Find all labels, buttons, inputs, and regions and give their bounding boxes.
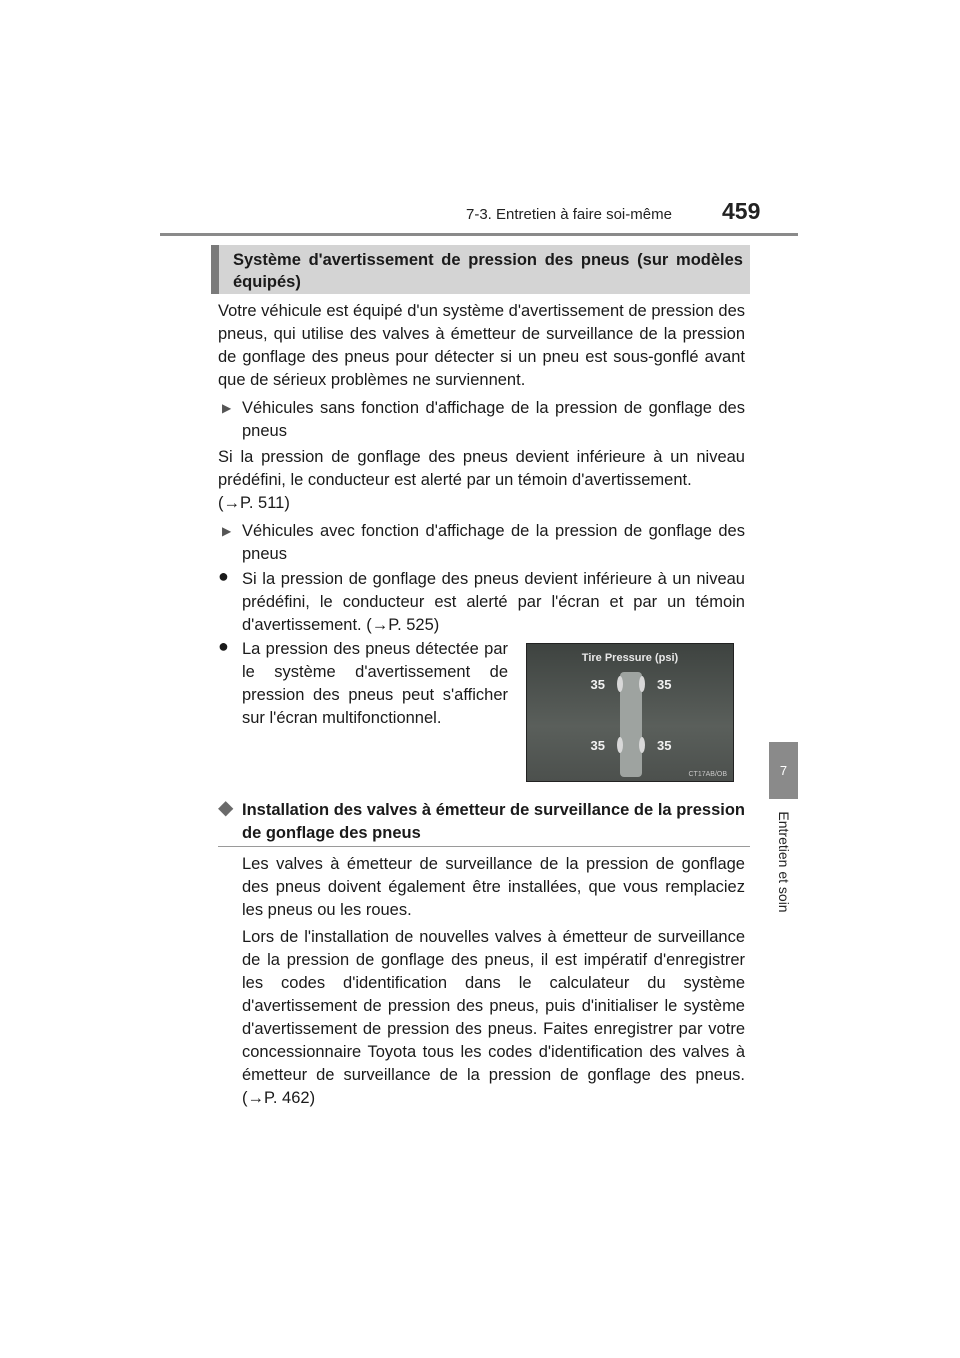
tire-pressure-screen <box>527 644 733 781</box>
subheading-without-display: Véhicules sans fonction d'affichage de la pression de gonflage des pneus <box>242 399 745 440</box>
chapter-side-label <box>769 800 798 950</box>
bullet-icon: ● <box>218 566 229 586</box>
header-divider <box>160 233 798 236</box>
page-number: 459 <box>722 198 761 224</box>
valves-paragraph-1: Les valves à émetteur de surveillance de la pression de gonflage des pneus doivent également être installées, que vous remplaciez les pneus ou les roues. <box>242 855 745 919</box>
tire-icon <box>639 737 645 753</box>
tire-icon <box>617 737 623 753</box>
section-title-box <box>211 245 750 294</box>
subheading-valves: Installation des valves à émetteur de surveillance de la pression de gonflage des pneus <box>242 801 745 842</box>
with-display-bullet-2: La pression des pneus détectée par le système d'avertissement de pression des pneus peut s'afficher sur l'écran multifonctionnel. <box>242 640 508 727</box>
multi-info-display-illustration <box>526 643 734 782</box>
figure-code: CT17AB/OB <box>688 771 727 778</box>
without-display-text: Si la pression de gonflage des pneus devient inférieure à un niveau prédéfini, le conducteur est alerté par un témoin d'avertissement. <box>218 448 745 489</box>
pressure-front-right: 35 <box>657 677 672 692</box>
car-outline-icon <box>620 672 642 777</box>
diamond-icon: ◆ <box>218 797 234 819</box>
section-title: Système d'avertissement de pression des pneus (sur modèles équipés) <box>233 251 743 291</box>
arrow-icon: ▶ <box>222 401 232 415</box>
valves-paragraph-2: Lors de l'installation de nouvelles valves à émetteur de surveillance de la pression de gonflage des pneus, il est impératif d'enregistrer les codes d'identification dans le calculateur du système d'avertissement de pression des pneus, puis d'initialiser le système d'avertissement de pression des pneus. Faites enregistrer par votre concessionnaire Toyota tous les codes d'identification des valves à émetteur de surveillance de la pression de gonflage des pneus. (→P. 462) <box>242 928 745 1107</box>
pressure-front-left: 35 <box>590 677 605 692</box>
subheading-divider <box>218 846 750 847</box>
section-reference: 7-3. Entretien à faire soi-même <box>466 206 672 223</box>
page-reference: (→P. 511) <box>218 494 290 512</box>
tire-icon <box>617 676 623 692</box>
subheading-with-display: Véhicules avec fonction d'affichage de la pression de gonflage des pneus <box>242 522 745 563</box>
intro-paragraph: Votre véhicule est équipé d'un système d'avertissement de pression des pneus, qui utilise des valves à émetteur de surveillance de la pression de gonflage des pneus pour détecter si un pneu est sous-gonflé avant que de sérieux problèmes ne surviennent. <box>218 302 745 389</box>
chapter-title: Entretien et soin <box>775 811 792 913</box>
chapter-tab: 7 <box>769 742 798 799</box>
arrow-icon: ▶ <box>222 524 232 538</box>
bullet-icon: ● <box>218 636 229 656</box>
pressure-rear-left: 35 <box>590 738 605 753</box>
pressure-rear-right: 35 <box>657 738 672 753</box>
tire-icon <box>639 676 645 692</box>
screen-title: Tire Pressure (psi) <box>581 652 679 664</box>
with-display-bullet-1: Si la pression de gonflage des pneus devient inférieure à un niveau prédéfini, le conducteur est alerté par l'écran et par un témoin d'avertissement. (→P. 525) <box>242 570 745 634</box>
